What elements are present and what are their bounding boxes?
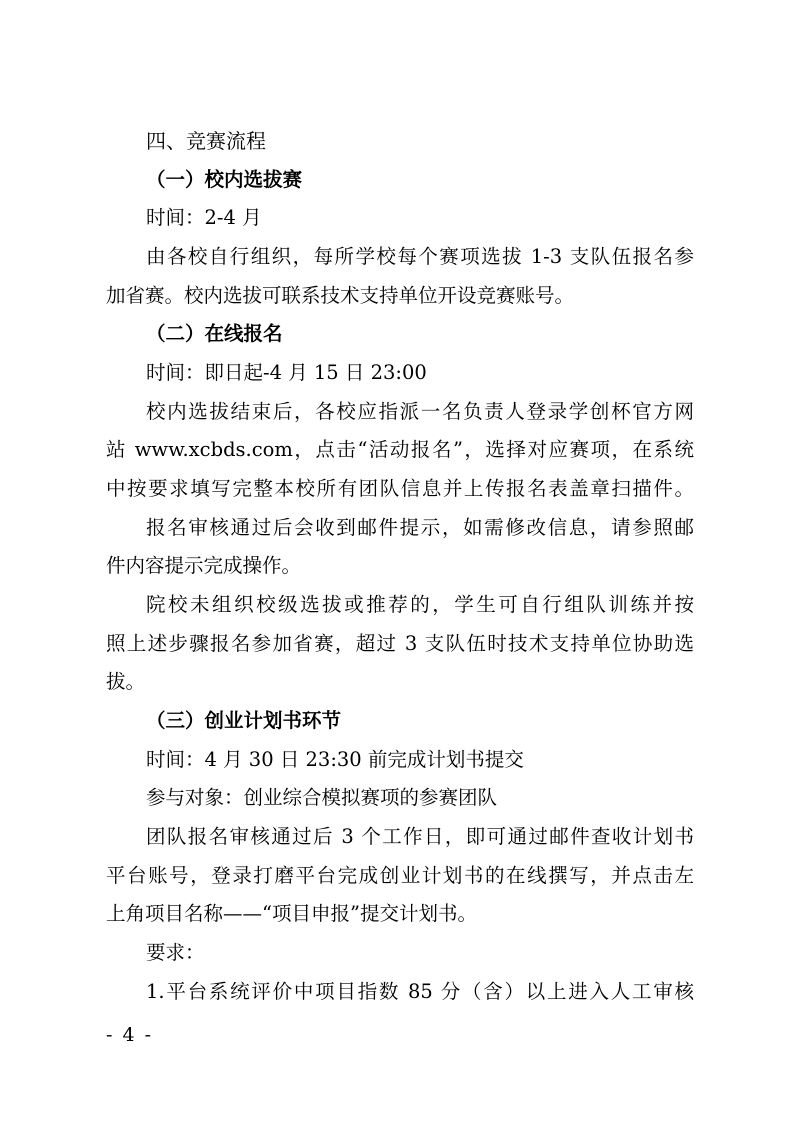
sub2-heading: （二）在线报名 — [146, 322, 283, 345]
sub1-heading: （一）校内选拔赛 — [146, 168, 303, 191]
sub3-heading: （三）创业计划书环节 — [146, 709, 342, 732]
section-title: 四、竞赛流程 — [146, 129, 266, 153]
sub2-p2-line-1: 报名审核通过后会收到邮件提示，如需修改信息，请参照邮 — [146, 516, 694, 539]
sub2-p1-line-1: 校内选拔结束后，各校应指派一名负责人登录学创杯官方网 — [146, 400, 694, 423]
sub2-p3-line-1: 院校未组织校级选拔或推荐的，学生可自行组队训练并按 — [146, 593, 694, 616]
sub3-p1-line-1: 团队报名审核通过后 3 个工作日，即可通过邮件查收计划书 — [146, 825, 694, 848]
sub3-target: 参与对象：创业综合模拟赛项的参赛团队 — [146, 786, 498, 809]
sub1-time: 时间：2-4 月 — [146, 206, 262, 229]
sub2-p3-line-2: 照上述步骤报名参加省赛，超过 3 支队伍时技术支持单位协助选 — [106, 632, 694, 655]
sub2-p3-line-3: 拔。 — [106, 670, 146, 693]
sub2-p1-line-3: 中按要求填写完整本校所有团队信息并上传报名表盖章扫描件。 — [106, 477, 694, 500]
page-number: - 4 - — [106, 1024, 154, 1046]
sub3-time: 时间：4 月 30 日 23:30 前完成计划书提交 — [146, 748, 524, 771]
sub1-para-line-2: 加省赛。校内选拔可联系技术支持单位开设竞赛账号。 — [106, 284, 575, 307]
sub3-req-label: 要求： — [146, 941, 205, 964]
sub2-p2-line-2: 件内容提示完成操作。 — [106, 554, 302, 577]
sub3-p1-line-2: 平台账号，登录打磨平台完成创业计划书的在线撰写，并点击左 — [106, 864, 694, 887]
sub2-time: 时间：即日起-4 月 15 日 23:00 — [146, 361, 427, 384]
sub3-p1-line-3: 上角项目名称——“项目申报”提交计划书。 — [106, 902, 477, 925]
sub3-req-1: 1.平台系统评价中项目指数 85 分（含）以上进入人工审核 — [146, 980, 694, 1003]
sub2-p1-line-2: 站 www.xcbds.com，点击“活动报名”，选择对应赛项，在系统 — [106, 438, 694, 461]
sub1-para-line-1: 由各校自行组织，每所学校每个赛项选拔 1-3 支队伍报名参 — [146, 245, 694, 268]
